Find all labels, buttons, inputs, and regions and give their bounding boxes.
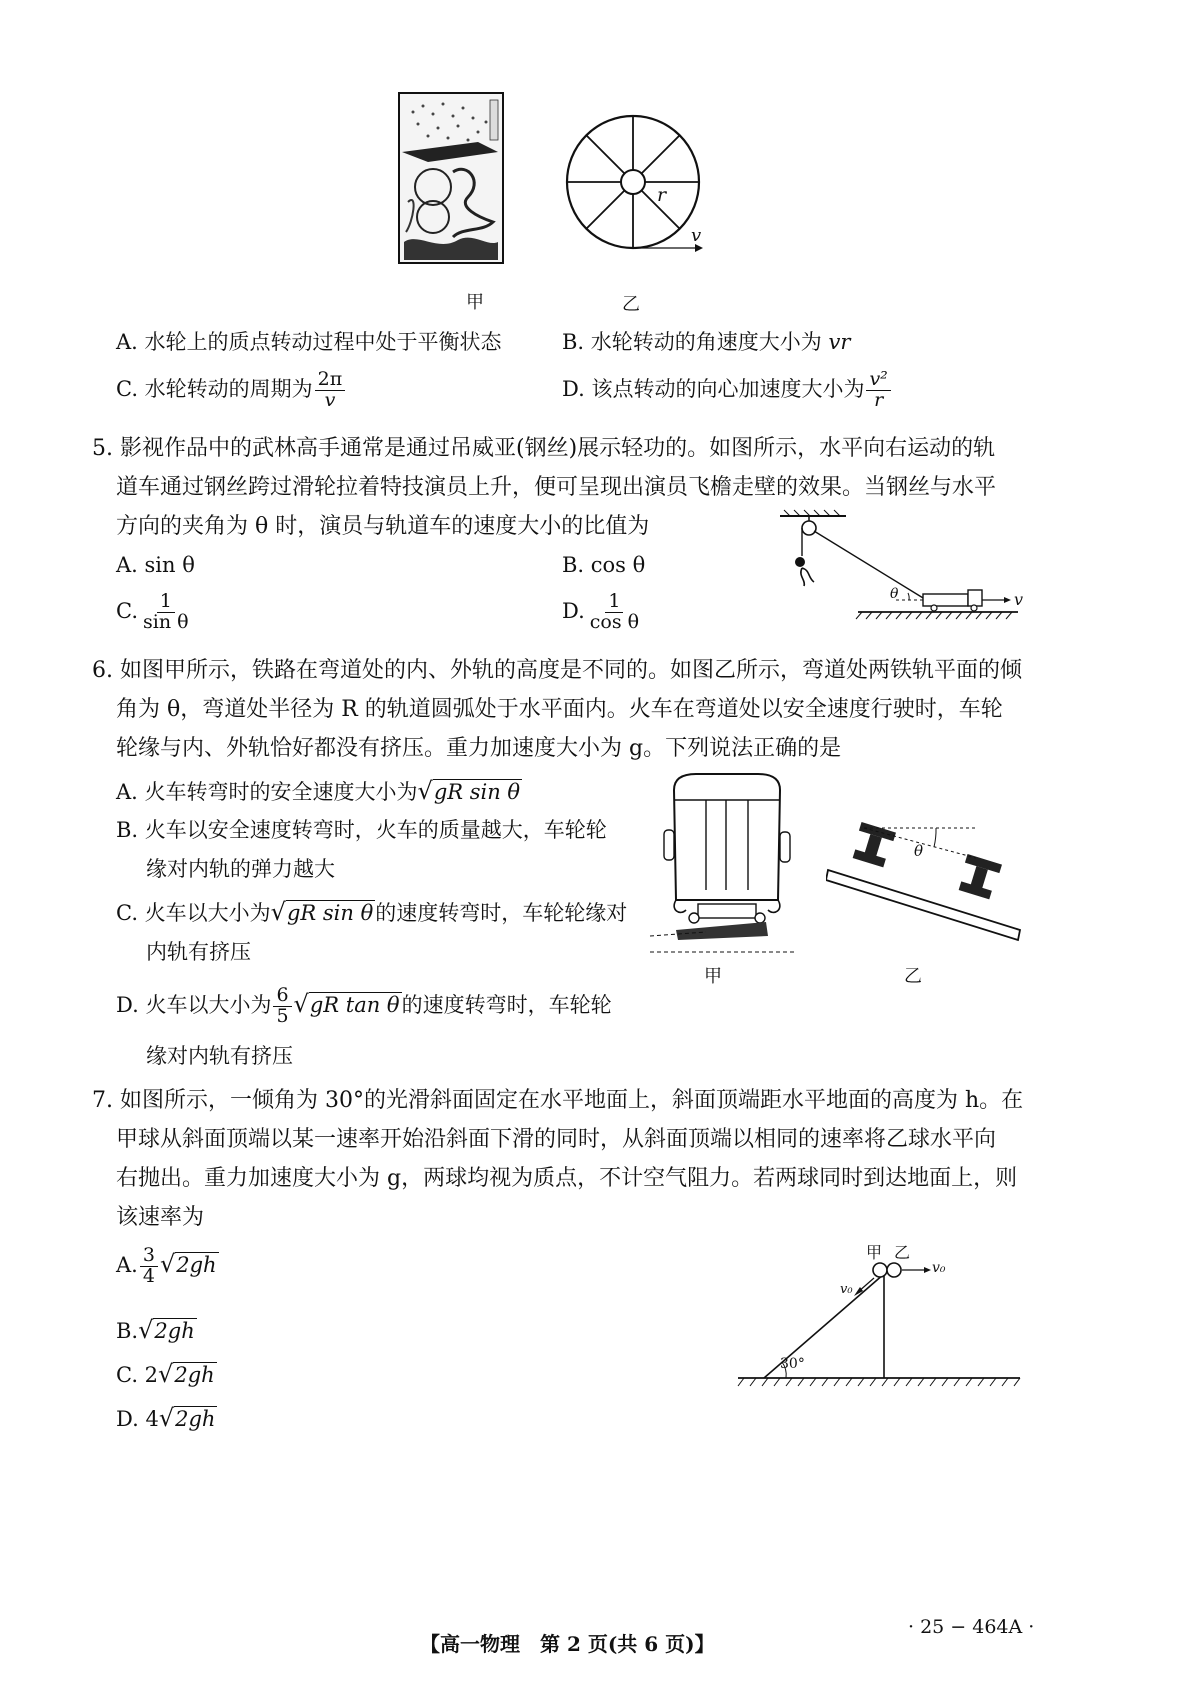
- q7-jia-label: 甲: [866, 1243, 883, 1262]
- page-footer: 【高一物理 第 2 页(共 6 页)】: [420, 1632, 715, 1656]
- q6-option-a: A. 火车转弯时的安全速度大小为√gR sin θ: [116, 777, 521, 805]
- q5-option-c-num: 1: [157, 592, 175, 613]
- q6-option-a-rad: gR sin θ: [433, 780, 521, 804]
- q6-option-d-suffix: 的速度转弯时，车轮轮: [401, 992, 612, 1017]
- q6-option-d-line2: 缘对内轨有挤压: [146, 1044, 293, 1068]
- q5-option-d-text: D.: [562, 598, 585, 623]
- q7-option-c-rad: 2gh: [174, 1363, 215, 1387]
- q6-line-2: 角为 θ，弯道处半径为 R 的轨道圆弧处于水平面内。火车在弯道处以安全速度行驶时，车轮: [116, 697, 1003, 722]
- q5-v-label: v: [1014, 590, 1024, 609]
- q4-option-d-num: v²: [866, 370, 890, 391]
- q5-line-2: 道车通过钢丝跨过滑轮拉着特技演员上升，便可呈现出演员飞檐走壁的效果。当钢丝与水平: [116, 475, 997, 500]
- q6-option-d-num: 6: [273, 986, 291, 1007]
- q4-option-d: [562, 370, 893, 411]
- q7-option-d-text: D. 4: [116, 1407, 159, 1431]
- q4-option-c-num: 2π: [315, 370, 346, 391]
- q6-option-c: C. 火车以大小为√gR sin θ的速度转弯时，车轮轮缘对: [116, 898, 628, 926]
- q5-line-3: 方向的夹角为 θ 时，演员与轨道车的速度大小的比值为: [116, 514, 650, 539]
- waterwheel-diagram: [563, 112, 713, 262]
- q6-option-b-line2: 缘对内轨的弹力越大: [146, 857, 335, 881]
- q7-option-a-num: 3: [140, 1246, 158, 1267]
- q5-option-c-den: sin θ: [143, 610, 189, 633]
- q6-fig-label-yi: 乙: [904, 966, 922, 987]
- q7-line-1: 7. 如图所示，一倾角为 30°的光滑斜面固定在水平地面上，斜面顶端距水平地面的高度为 h。在: [92, 1088, 1024, 1113]
- q7-option-a-den: 4: [142, 1264, 155, 1287]
- q6-line-1: 6. 如图甲所示，铁路在弯道处的内、外轨的高度是不同的。如图乙所示，弯道处两铁轨平面的倾: [92, 658, 1022, 683]
- q7-option-b-text: B.: [116, 1319, 139, 1343]
- q4-option-b-math: vr: [828, 330, 851, 354]
- waterwheel-painting: [398, 92, 504, 264]
- q6-option-c-suffix: 的速度转弯时，车轮轮缘对: [375, 901, 628, 925]
- q7-option-d: D. 4√2gh: [116, 1404, 216, 1432]
- q6-option-d-den: 5: [276, 1004, 289, 1027]
- q6-rails-figure: [826, 820, 1026, 950]
- q7-line-2: 甲球从斜面顶端以某一速率开始沿斜面下滑的同时，从斜面顶端以相同的速率将乙球水平向: [116, 1127, 997, 1152]
- q4-option-c-den: v: [324, 388, 336, 411]
- q6-option-d: D. 火车以大小为 $\frac{6}{5}$ √gR tan θ的速度转弯时，车轮轮: [116, 984, 612, 1027]
- q5-line-1: 5. 影视作品中的武林高手通常是通过吊威亚(钢丝)展示轻功的。如图所示，水平向右运动的轨: [92, 436, 996, 461]
- q6-theta-label: θ: [914, 842, 924, 860]
- q7-option-a-text: A.: [116, 1252, 138, 1277]
- q7-option-a-rad: 2gh: [176, 1252, 217, 1277]
- q6-option-c-rad: gR sin θ: [286, 901, 374, 925]
- fig-label-yi: 乙: [622, 294, 640, 315]
- q6-line-3: 轮缘与内、外轨恰好都没有挤压。重力加速度大小为 g。下列说法正确的是: [116, 736, 842, 761]
- q7-incline-figure: [734, 1238, 1034, 1398]
- q7-line-3: 右抛出。重力加速度大小为 g，两球均视为质点，不计空气阻力。若两球同时到达地面上，则: [116, 1166, 1018, 1191]
- q6-option-d-rad: gR tan θ: [309, 992, 400, 1017]
- q6-train-figure: [646, 770, 806, 962]
- q6-option-b-line1: B. 火车以安全速度转弯时，火车的质量越大，车轮轮: [116, 818, 607, 842]
- q7-option-c-text: C. 2: [116, 1363, 159, 1387]
- q6-option-d-text: D. 火车以大小为: [116, 992, 272, 1017]
- q5-option-d-num: 1: [605, 592, 623, 613]
- q4-option-b-text: B. 水轮转动的角速度大小为: [562, 330, 829, 354]
- q7-angle-label: 30°: [780, 1356, 805, 1372]
- q7-line-4: 该速率为: [116, 1205, 205, 1230]
- q6-option-c-text: C. 火车以大小为: [116, 901, 271, 925]
- q5-theta-label: θ: [890, 586, 899, 602]
- q4-option-c-text: C. 水轮转动的周期为: [116, 376, 313, 401]
- q4-option-c: [116, 370, 347, 411]
- q6-fig-label-jia: 甲: [704, 966, 722, 987]
- q5-option-d-den: cos θ: [589, 610, 640, 633]
- q4-option-a: A. 水轮上的质点转动过程中处于平衡状态: [116, 330, 502, 354]
- q7-yi-label: 乙: [894, 1243, 911, 1262]
- q7-option-b-rad: 2gh: [154, 1319, 195, 1343]
- q4-option-d-den: r: [874, 388, 884, 411]
- q7-option-d-rad: 2gh: [175, 1407, 216, 1431]
- q7-option-b: B.√2gh: [116, 1316, 195, 1344]
- q5-option-c: [116, 592, 194, 633]
- q7-v0-left-label: v₀: [840, 1282, 853, 1297]
- q4-option-b: [562, 330, 850, 355]
- q7-v0-right-label: v₀: [932, 1260, 946, 1276]
- fig-label-jia: 甲: [466, 292, 484, 313]
- radius-label: r: [657, 184, 667, 206]
- q5-option-a: A. sin θ: [116, 553, 195, 577]
- q6-option-a-text: A. 火车转弯时的安全速度大小为: [116, 780, 418, 804]
- q5-figure: [778, 506, 1028, 626]
- q6-option-c-line2: 内轨有挤压: [146, 940, 251, 964]
- q5-option-b: B. cos θ: [562, 553, 646, 577]
- exam-code: · 25 − 464A ·: [908, 1616, 1035, 1638]
- q7-option-a: A. $\frac{3}{4}$ √2gh: [116, 1244, 217, 1287]
- q5-option-d: [562, 592, 644, 633]
- q4-option-d-text: D. 该点转动的向心加速度大小为: [562, 376, 865, 401]
- q7-option-c: C. 2√2gh: [116, 1360, 215, 1388]
- velocity-label: v: [691, 225, 702, 246]
- q5-option-c-text: C.: [116, 598, 138, 623]
